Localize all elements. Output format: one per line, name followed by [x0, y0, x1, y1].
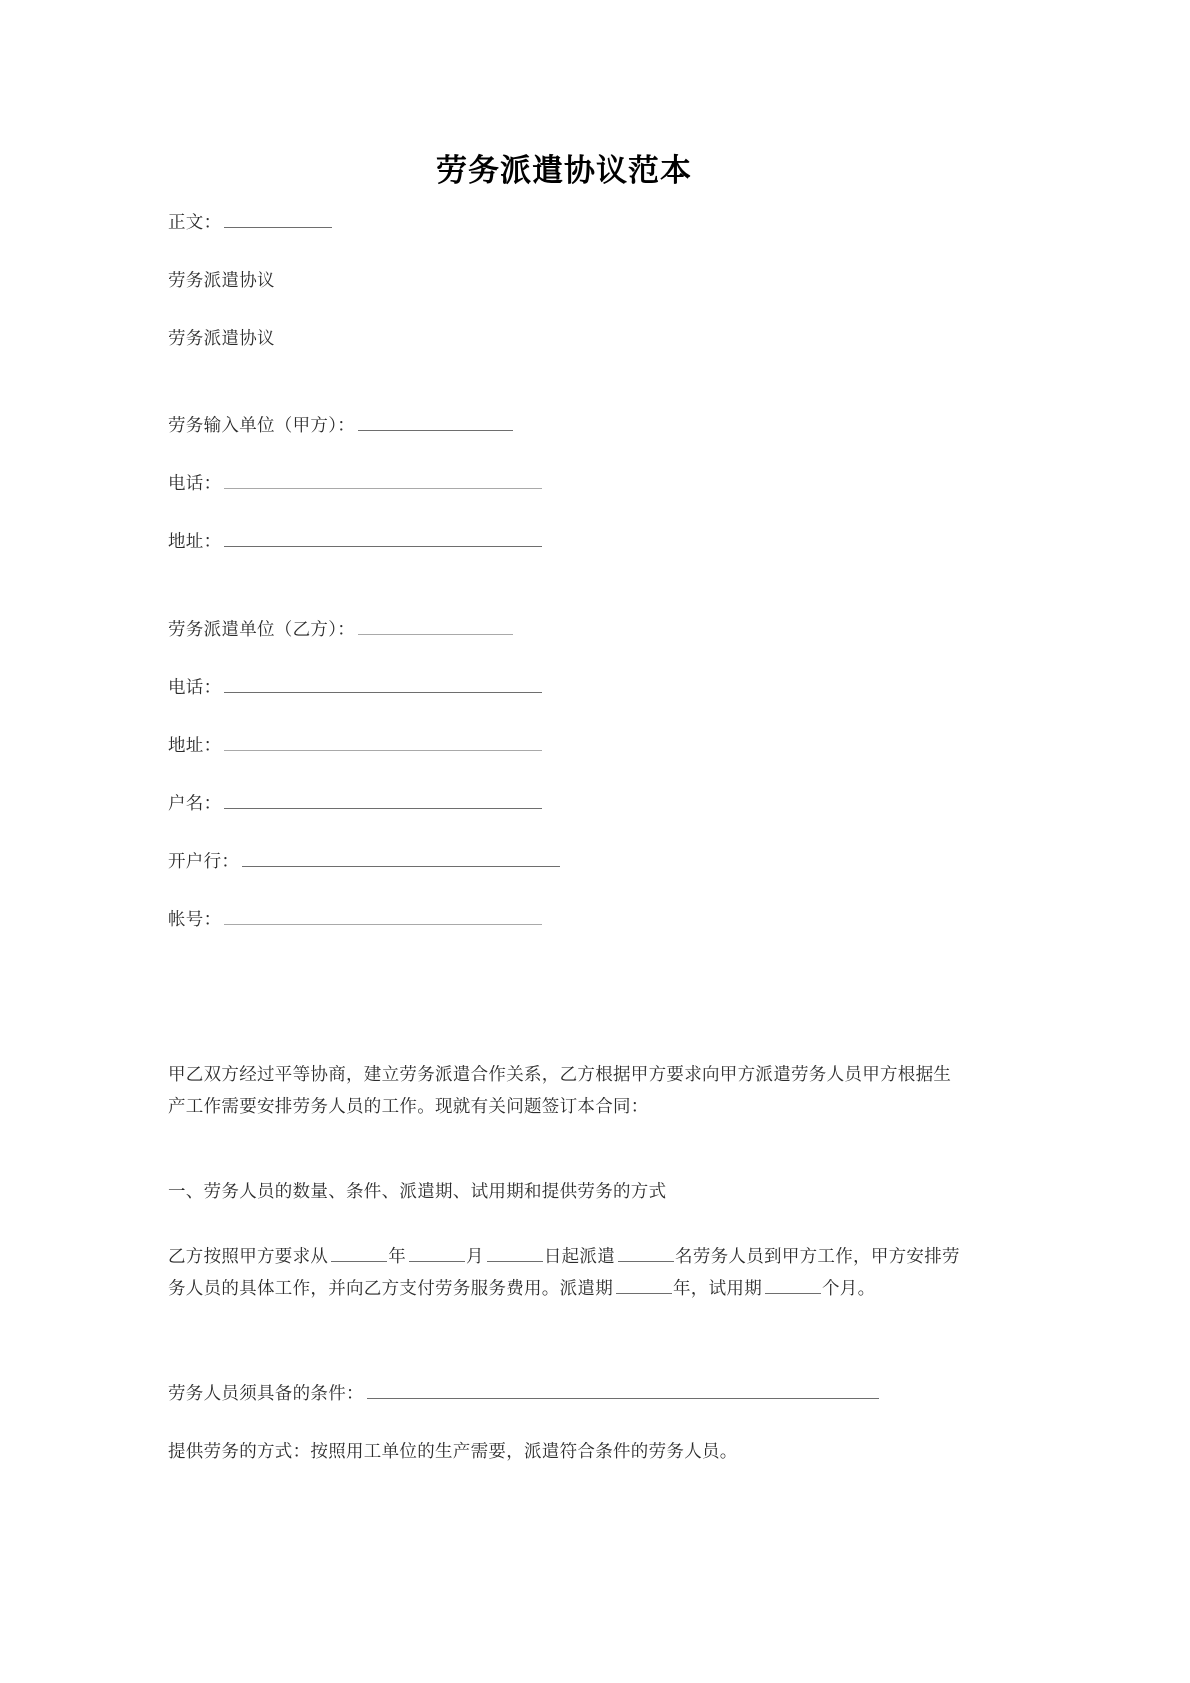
party-b-account-name-label: 户名： [168, 793, 222, 813]
party-a-unit-row [168, 409, 514, 441]
party-a-address-row [168, 525, 543, 557]
clause-part-7: 个月。 [822, 1278, 876, 1298]
clause-part-6: 年，试用期 [673, 1278, 762, 1298]
party-b-unit-blank[interactable] [358, 618, 513, 635]
section-one-heading: 一、劳务人员的数量、条件、派遣期、试用期和提供劳务的方式 [168, 1181, 667, 1201]
party-a-phone-label: 电话： [168, 473, 222, 493]
service-method-line: 提供劳务的方式：按照用工单位的生产需要，派遣符合条件的劳务人员。 [168, 1441, 738, 1461]
party-a-address-blank[interactable] [224, 530, 542, 547]
party-b-account-name-row [168, 787, 543, 819]
party-b-phone-label: 电话： [168, 677, 222, 697]
party-a-unit-blank[interactable] [358, 414, 513, 431]
clause-part-3: 月 [466, 1246, 484, 1266]
party-b-bank-label: 开户行： [168, 851, 240, 871]
party-b-bank-row [168, 845, 561, 877]
party-a-unit-label: 劳务输入单位（甲方）： [168, 415, 356, 435]
party-b-phone-blank[interactable] [224, 676, 542, 693]
section-one-clause [168, 1240, 960, 1304]
requirements-label: 劳务人员须具备的条件： [168, 1383, 364, 1403]
agreement-heading-1: 劳务派遣协议 [168, 270, 275, 290]
intro-blank[interactable] [224, 211, 332, 228]
party-b-phone-row [168, 671, 543, 703]
clause-part-4: 日起派遣 [543, 1246, 616, 1266]
party-a-phone-row [168, 467, 543, 499]
clause-blank-year-start[interactable] [331, 1245, 387, 1262]
intro-line [168, 206, 333, 238]
clause-blank-dispatch-years[interactable] [616, 1277, 672, 1294]
clause-blank-probation-months[interactable] [765, 1277, 821, 1294]
preamble-paragraph: 甲乙双方经过平等协商，建立劳务派遣合作关系，乙方根据甲方要求向甲方派遣劳务人员甲方根据生产工作需要安排劳务人员的工作。现就有关问题签订本合同： [168, 1064, 952, 1116]
intro-label: 正文： [168, 212, 222, 232]
party-b-account-number-label: 帐号： [168, 909, 222, 929]
page-title: 劳务派遣协议范本 [436, 153, 692, 188]
requirements-blank[interactable] [367, 1382, 879, 1399]
party-a-phone-blank[interactable] [224, 472, 542, 489]
requirements-row [168, 1377, 880, 1409]
agreement-heading-2: 劳务派遣协议 [168, 328, 275, 348]
clause-part-5: 名劳务人员到甲方工作，甲方安排劳务人员的具体工作，并向乙方支付劳务服务费用。派遣期 [168, 1246, 960, 1298]
clause-part-2: 年 [388, 1246, 407, 1266]
party-a-address-label: 地址： [168, 531, 222, 551]
clause-part-1: 乙方按照甲方要求从 [168, 1246, 329, 1266]
party-b-address-label: 地址： [168, 735, 222, 755]
party-b-account-number-blank[interactable] [224, 908, 542, 925]
party-b-address-blank[interactable] [224, 734, 542, 751]
clause-blank-month[interactable] [409, 1245, 465, 1262]
party-b-unit-row [168, 613, 514, 645]
party-b-unit-label: 劳务派遣单位（乙方）： [168, 619, 356, 639]
clause-blank-count[interactable] [618, 1245, 674, 1262]
party-b-account-number-row [168, 903, 543, 935]
clause-blank-day[interactable] [487, 1245, 543, 1262]
party-b-account-name-blank[interactable] [224, 792, 542, 809]
party-b-address-row [168, 729, 543, 761]
party-b-bank-blank[interactable] [242, 850, 560, 867]
